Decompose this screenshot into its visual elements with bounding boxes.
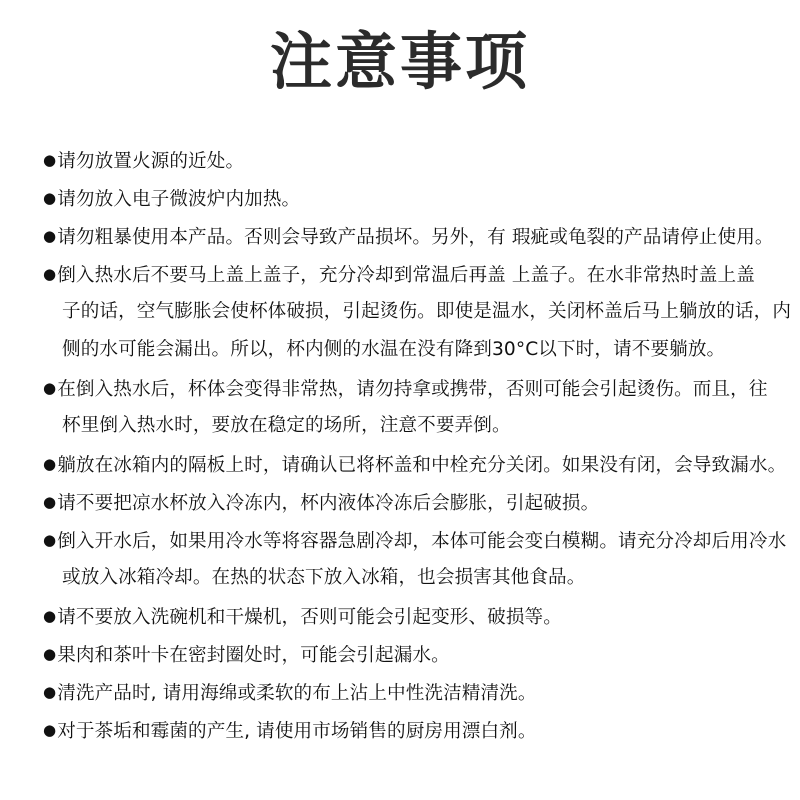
notice-text: 请勿放置火源的近处。	[57, 151, 245, 172]
bullet-icon: ●	[43, 645, 57, 663]
notice-text: 倒入开水后，如果用冷水等将容器急剧冷却，本体可能会变白模糊。请充分冷却后用冷水	[57, 531, 787, 552]
notice-text: 倒入热水后不要马上盖上盖子，充分冷却到常温后再盖 上盖子。在水非常热时盖上盖	[57, 265, 755, 286]
notice-item	[43, 521, 787, 559]
bullet-icon: ●	[43, 265, 57, 283]
bullet-icon: ●	[43, 683, 57, 701]
notice-text: 对于茶垢和霉菌的产生, 请使用市场销售的厨房用漂白剂。	[57, 721, 537, 742]
notice-item	[43, 217, 774, 255]
bullet-icon: ●	[43, 607, 57, 625]
notice-item	[43, 597, 771, 635]
notice-text: 子的话，空气膨胀会使杯体破损，引起烫伤。即使是温水，关闭杯盖后马上躺放的话，内	[62, 301, 792, 322]
notice-text: 清洗产品时, 请用海绵或柔软的布上沾上中性洗洁精清洗。	[57, 683, 537, 704]
notice-item-continuation	[43, 293, 792, 331]
notice-text: 请不要放入洗碗机和干燥机，否则可能会引起变形、破损等。	[57, 607, 562, 628]
page-title: 注意事项	[269, 25, 530, 98]
notice-item	[43, 445, 787, 483]
bullet-icon: ●	[43, 379, 57, 397]
notice-item	[43, 141, 771, 179]
notice-text: 在倒入热水后，杯体会变得非常热，请勿持拿或携带，否则可能会引起烫伤。而且，往	[57, 379, 768, 400]
notice-text: 果肉和茶叶卡在密封圈处时，可能会引起漏水。	[57, 645, 450, 666]
notice-text: 躺放在冰箱内的隔板上时，请确认已将杯盖和中栓充分关闭。如果没有闭，会导致漏水。	[57, 455, 787, 476]
notice-item	[43, 483, 771, 521]
notice-text: 请不要把凉水杯放入冷冻内，杯内液体冷冻后会膨胀，引起破损。	[57, 493, 600, 514]
notice-item	[43, 369, 771, 407]
bullet-icon: ●	[43, 455, 57, 473]
page-title-block	[0, 26, 800, 97]
notice-text: 杯里倒入热水时，要放在稳定的场所，注意不要弄倒。	[62, 415, 511, 436]
notice-text: 或放入冰箱冷却。在热的状态下放入冰箱，也会损害其他食品。	[62, 567, 586, 588]
bullet-icon: ●	[43, 151, 57, 169]
notice-item	[43, 711, 771, 749]
bullet-icon: ●	[43, 189, 57, 207]
notice-item	[43, 635, 771, 673]
bullet-icon: ●	[43, 493, 57, 511]
notice-item	[43, 255, 771, 293]
notice-item	[43, 673, 771, 711]
bullet-icon: ●	[43, 531, 57, 549]
bullet-icon: ●	[43, 227, 57, 245]
notice-list	[43, 141, 792, 749]
notice-item-continuation	[43, 559, 771, 597]
notice-text: 请勿粗暴使用本产品。否则会导致产品损坏。另外，有 瑕疵或龟裂的产品请停止使用。	[57, 227, 774, 248]
notice-text: 请勿放入电子微波炉内加热。	[57, 189, 301, 210]
notice-item-continuation	[43, 331, 771, 369]
notice-item	[43, 179, 771, 217]
notice-text: 侧的水可能会漏出。所以，杯内侧的水温在没有降到30°C以下时，请不要躺放。	[62, 339, 726, 360]
bullet-icon: ●	[43, 721, 57, 739]
notice-item-continuation	[43, 407, 771, 445]
